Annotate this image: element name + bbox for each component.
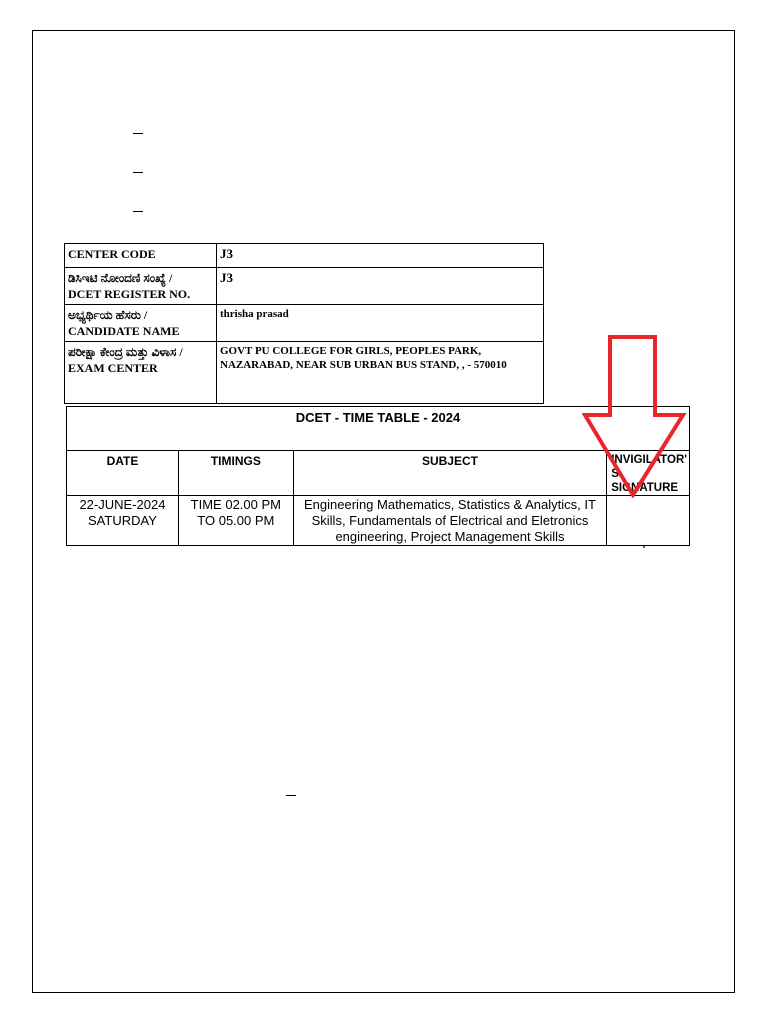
row-time-line2: TO 05.00 PM bbox=[197, 513, 275, 528]
exam-center-line1: GOVT PU COLLEGE FOR GIRLS, PEOPLES PARK, bbox=[220, 345, 482, 357]
exam-center-label bbox=[65, 342, 217, 404]
table-row bbox=[67, 496, 690, 546]
candidate-label bbox=[65, 305, 217, 342]
exam-center-label-en: EXAM CENTER bbox=[68, 361, 158, 375]
register-value: J3 bbox=[217, 268, 544, 305]
exam-center-label-kn: ಪರೀಕ್ಷಾ ಕೇಂದ್ರ ಮತ್ತು ವಿಳಾಸ / bbox=[68, 345, 183, 359]
register-label bbox=[65, 268, 217, 305]
candidate-label-kn: ಅಭ್ಯರ್ಥಿಯ ಹೆಸರು / bbox=[68, 308, 148, 322]
row-date bbox=[67, 496, 179, 546]
header-signature-line1: INVIGILATOR' bbox=[611, 454, 687, 466]
down-arrow-shape bbox=[585, 337, 683, 495]
center-code-row bbox=[65, 244, 544, 268]
down-arrow-icon bbox=[582, 334, 690, 498]
row-date-line1: 22-JUNE-2024 bbox=[79, 497, 166, 512]
stray-mark bbox=[643, 546, 645, 548]
row-subject-line1: Engineering Mathematics, Statistics & Analytics, IT bbox=[304, 497, 596, 512]
exam-center-value bbox=[217, 342, 544, 404]
candidate-value: thrisha prasad bbox=[217, 305, 544, 342]
register-label-kn: ಡಿಸಿಇಟಿ ನೋಂದಣಿ ಸಂಖ್ಯೆ / bbox=[68, 271, 173, 285]
exam-center-line2: NAZARABAD, NEAR SUB URBAN BUS STAND, , - 570010 bbox=[220, 359, 507, 371]
row-signature bbox=[607, 496, 690, 546]
candidate-label-en: CANDIDATE NAME bbox=[68, 324, 180, 338]
row-time-line1: TIME 02.00 PM bbox=[190, 497, 281, 512]
center-code-value: J3 bbox=[217, 244, 544, 268]
register-row bbox=[65, 268, 544, 305]
candidate-row bbox=[65, 305, 544, 342]
exam-center-row bbox=[65, 342, 544, 404]
placeholder-dash bbox=[133, 133, 143, 134]
placeholder-dash bbox=[286, 795, 296, 796]
header-date: DATE bbox=[67, 451, 179, 496]
row-subject-line2: Skills, Fundamentals of Electrical and Eletronics bbox=[311, 513, 589, 528]
row-subject bbox=[293, 496, 606, 546]
row-subject-line3: engineering, Project Management Skills bbox=[335, 529, 565, 544]
register-label-en: DCET REGISTER NO. bbox=[68, 287, 191, 301]
placeholder-dash bbox=[133, 211, 143, 212]
placeholder-dash bbox=[133, 172, 143, 173]
row-date-line2: SATURDAY bbox=[88, 513, 157, 528]
timetable-title: DCET - TIME TABLE - 2024 bbox=[67, 407, 690, 451]
header-subject: SUBJECT bbox=[293, 451, 606, 496]
header-timings: TIMINGS bbox=[178, 451, 293, 496]
header-signature-line2: S SIGNATURE bbox=[611, 468, 679, 494]
center-code-label: CENTER CODE bbox=[65, 244, 217, 268]
candidate-info-table bbox=[64, 243, 544, 404]
row-timings bbox=[178, 496, 293, 546]
